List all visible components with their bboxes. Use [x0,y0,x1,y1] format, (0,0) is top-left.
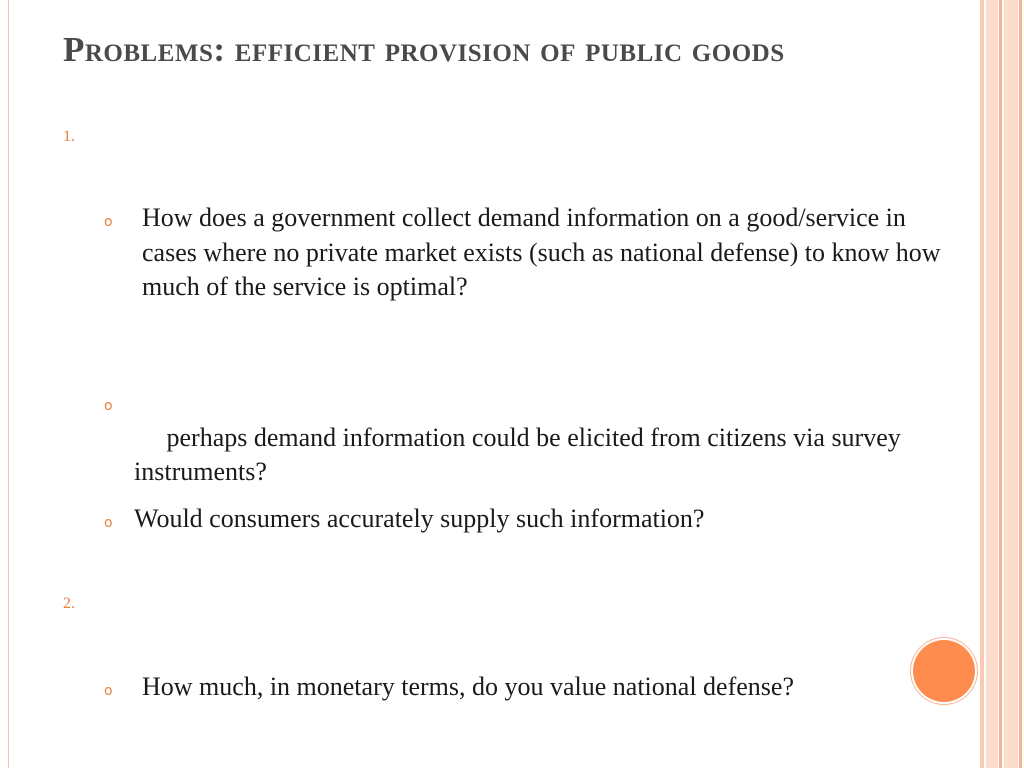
slide-title: Problems: efficient provision of public goods [63,30,785,69]
stripe [1004,0,1018,768]
stripe [999,0,1002,768]
bullet-marker: o [104,515,113,531]
stripe [980,0,984,768]
bullet-marker: o [104,683,113,699]
stripe [1019,0,1022,768]
bullet-text-2-content: perhaps demand information could be elicited from citizens via survey instruments? [134,422,908,486]
decorative-stripes [980,0,1024,768]
decorative-orange-circle [913,640,975,702]
bullet-marker: o [104,398,113,414]
section-number-1: 1. [63,128,75,145]
bullet-text-3: Would consumers accurately supply such information? [134,504,705,533]
bullet-text-1: How does a government collect demand information on a good/service in cases where no private market exists (such as national defense) to know how much of the service is optimal? [142,203,941,301]
stripe [986,0,998,768]
bullet-text-4: How much, in monetary terms, do you value national defense? [142,672,794,701]
section-number-2: 2. [63,595,75,612]
bullet-marker: o [104,214,113,230]
left-border-line [8,0,9,768]
